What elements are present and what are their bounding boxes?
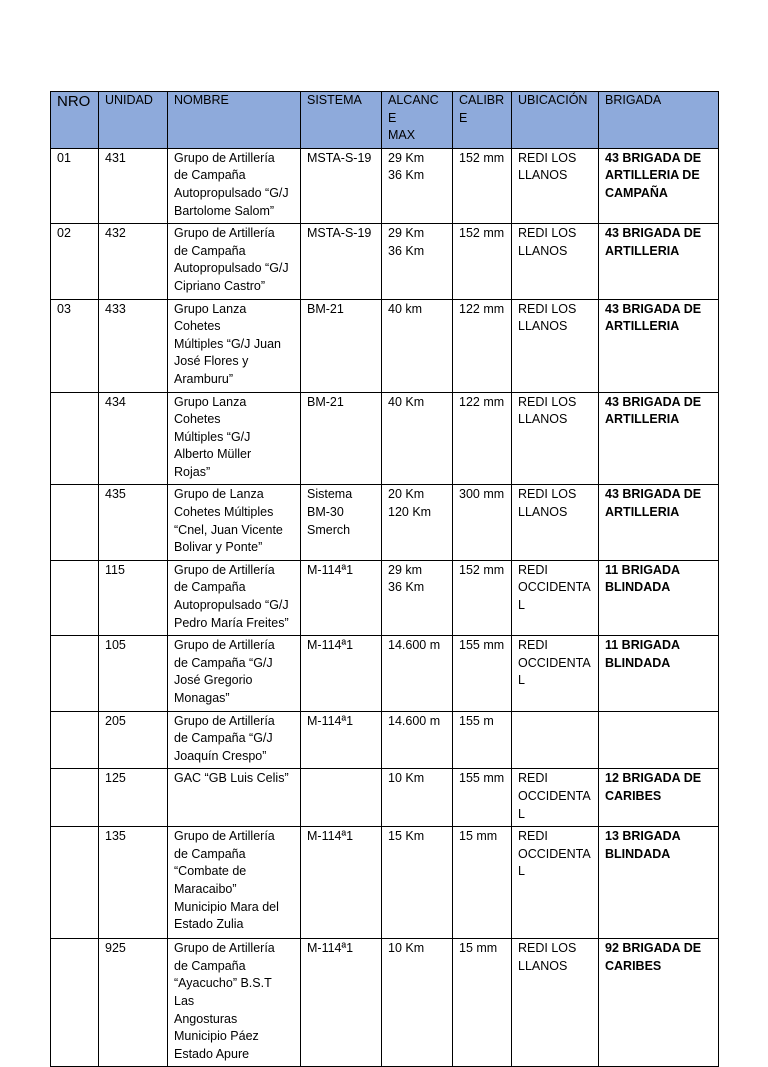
cell-calibre: 155 mm [453, 769, 512, 827]
cell-nombre: Grupo de Artillería de Campaña “Ayacucho” B.S.T Las Angosturas Municipio Páez Estado Apure [168, 939, 301, 1067]
cell-nro [51, 560, 99, 635]
header-brigada: BRIGADA [599, 92, 719, 149]
cell-brigada: 43 BRIGADA DE ARTILLERIA [599, 392, 719, 485]
cell-unidad: 115 [99, 560, 168, 635]
cell-ubicacion: REDI OCCIDENTAL [512, 827, 599, 939]
cell-unidad: 435 [99, 485, 168, 560]
cell-calibre: 152 mm [453, 560, 512, 635]
table-row [51, 148, 719, 223]
cell-alcance: 40 km [382, 299, 453, 392]
artillery-units-table [50, 91, 719, 1067]
cell-brigada: 92 BRIGADA DE CARIBES [599, 939, 719, 1067]
cell-ubicacion: REDI OCCIDENTAL [512, 636, 599, 711]
cell-alcance: 40 Km [382, 392, 453, 485]
header-calibre: CALIBRE [453, 92, 512, 149]
cell-brigada: 11 BRIGADA BLINDADA [599, 636, 719, 711]
cell-sistema: BM-21 [301, 392, 382, 485]
cell-nombre: Grupo de Artillería de Campaña Autopropulsado “G/J Cipriano Castro” [168, 224, 301, 299]
cell-ubicacion: REDI LOS LLANOS [512, 392, 599, 485]
cell-calibre: 152 mm [453, 148, 512, 223]
cell-sistema: MSTA-S-19 [301, 148, 382, 223]
cell-sistema: M-114ª1 [301, 711, 382, 769]
cell-alcance: 29 Km 36 Km [382, 224, 453, 299]
cell-nro [51, 711, 99, 769]
cell-alcance: 29 km 36 Km [382, 560, 453, 635]
cell-nombre: GAC “GB Luis Celis” [168, 769, 301, 827]
cell-nro [51, 939, 99, 1067]
cell-unidad: 432 [99, 224, 168, 299]
header-unidad: UNIDAD [99, 92, 168, 149]
table-body [51, 148, 719, 1067]
table-row [51, 769, 719, 827]
cell-brigada [599, 711, 719, 769]
cell-ubicacion: REDI OCCIDENTAL [512, 560, 599, 635]
table-row [51, 827, 719, 939]
header-nombre: NOMBRE [168, 92, 301, 149]
header-ubicacion: UBICACIÓN [512, 92, 599, 149]
cell-nro [51, 636, 99, 711]
cell-alcance: 14.600 m [382, 636, 453, 711]
cell-ubicacion: REDI LOS LLANOS [512, 939, 599, 1067]
cell-unidad: 135 [99, 827, 168, 939]
cell-nombre: Grupo de Artillería de Campaña Autopropulsado “G/J Pedro María Freites” [168, 560, 301, 635]
table-row [51, 224, 719, 299]
header-nro: NRO [51, 92, 99, 149]
cell-ubicacion [512, 711, 599, 769]
cell-calibre: 300 mm [453, 485, 512, 560]
cell-sistema: M-114ª1 [301, 827, 382, 939]
cell-alcance: 10 Km [382, 769, 453, 827]
cell-nombre: Grupo de Artillería de Campaña “G/J Joaquín Crespo” [168, 711, 301, 769]
cell-calibre: 15 mm [453, 827, 512, 939]
cell-sistema: M-114ª1 [301, 939, 382, 1067]
cell-alcance: 20 Km 120 Km [382, 485, 453, 560]
cell-calibre: 15 mm [453, 939, 512, 1067]
cell-nro [51, 827, 99, 939]
cell-nro: 02 [51, 224, 99, 299]
cell-nombre: Grupo de Lanza Cohetes Múltiples “Cnel, Juan Vicente Bolivar y Ponte” [168, 485, 301, 560]
cell-calibre: 155 mm [453, 636, 512, 711]
cell-nombre: Grupo Lanza Cohetes Múltiples “G/J Alberto Müller Rojas” [168, 392, 301, 485]
table-row [51, 299, 719, 392]
cell-nombre: Grupo de Artillería de Campaña “G/J José Gregorio Monagas” [168, 636, 301, 711]
cell-brigada: 43 BRIGADA DE ARTILLERIA [599, 224, 719, 299]
cell-alcance: 10 Km [382, 939, 453, 1067]
cell-nro: 03 [51, 299, 99, 392]
cell-unidad: 925 [99, 939, 168, 1067]
cell-calibre: 152 mm [453, 224, 512, 299]
cell-alcance: 14.600 m [382, 711, 453, 769]
table-header-row [51, 92, 719, 149]
cell-ubicacion: REDI LOS LLANOS [512, 224, 599, 299]
header-alcance-max: ALCANCE MAX [382, 92, 453, 149]
table-row [51, 560, 719, 635]
cell-brigada: 43 BRIGADA DE ARTILLERIA [599, 485, 719, 560]
cell-nro [51, 485, 99, 560]
cell-unidad: 105 [99, 636, 168, 711]
cell-ubicacion: REDI OCCIDENTAL [512, 769, 599, 827]
table-row [51, 636, 719, 711]
cell-ubicacion: REDI LOS LLANOS [512, 485, 599, 560]
cell-nombre: Grupo de Artillería de Campaña “Combate de Maracaibo” Municipio Mara del Estado Zulia [168, 827, 301, 939]
table-row [51, 485, 719, 560]
cell-sistema: MSTA-S-19 [301, 224, 382, 299]
cell-calibre: 122 mm [453, 392, 512, 485]
cell-nro: 01 [51, 148, 99, 223]
cell-brigada: 43 BRIGADA DE ARTILLERIA DE CAMPAÑA [599, 148, 719, 223]
table-row [51, 711, 719, 769]
cell-sistema: Sistema BM-30 Smerch [301, 485, 382, 560]
cell-sistema: BM-21 [301, 299, 382, 392]
cell-sistema: M-114ª1 [301, 636, 382, 711]
cell-brigada: 12 BRIGADA DE CARIBES [599, 769, 719, 827]
cell-unidad: 433 [99, 299, 168, 392]
cell-brigada: 11 BRIGADA BLINDADA [599, 560, 719, 635]
cell-sistema [301, 769, 382, 827]
cell-brigada: 13 BRIGADA BLINDADA [599, 827, 719, 939]
table-row [51, 392, 719, 485]
cell-unidad: 125 [99, 769, 168, 827]
cell-alcance: 15 Km [382, 827, 453, 939]
cell-nombre: Grupo de Artillería de Campaña Autopropulsado “G/J Bartolome Salom” [168, 148, 301, 223]
table-row [51, 939, 719, 1067]
header-sistema: SISTEMA [301, 92, 382, 149]
cell-unidad: 431 [99, 148, 168, 223]
cell-calibre: 155 m [453, 711, 512, 769]
cell-nombre: Grupo Lanza Cohetes Múltiples “G/J Juan José Flores y Aramburu” [168, 299, 301, 392]
cell-nro [51, 769, 99, 827]
cell-ubicacion: REDI LOS LLANOS [512, 148, 599, 223]
cell-sistema: M-114ª1 [301, 560, 382, 635]
cell-unidad: 434 [99, 392, 168, 485]
cell-alcance: 29 Km 36 Km [382, 148, 453, 223]
cell-brigada: 43 BRIGADA DE ARTILLERIA [599, 299, 719, 392]
cell-unidad: 205 [99, 711, 168, 769]
cell-ubicacion: REDI LOS LLANOS [512, 299, 599, 392]
cell-nro [51, 392, 99, 485]
cell-calibre: 122 mm [453, 299, 512, 392]
